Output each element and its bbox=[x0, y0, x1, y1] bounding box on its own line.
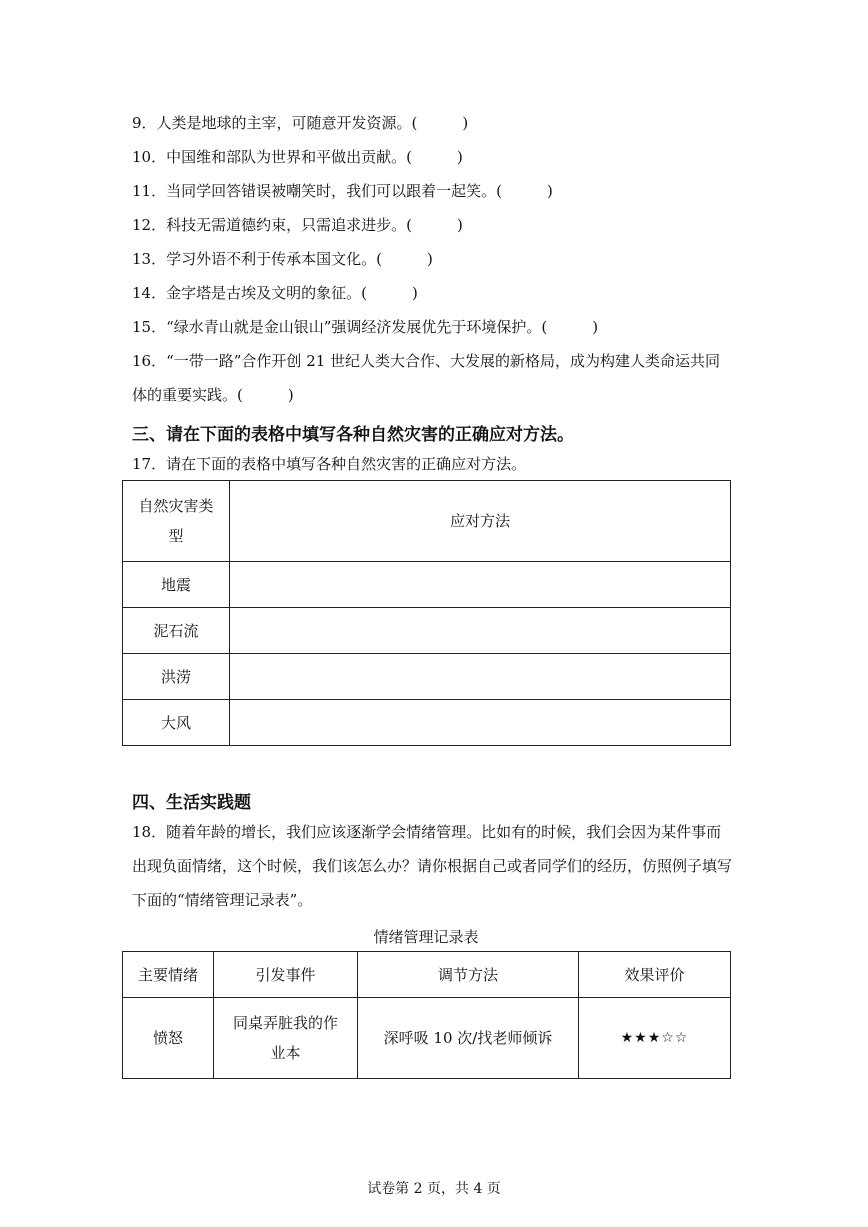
response-input-strong-wind[interactable] bbox=[230, 700, 731, 746]
example-effect-rating: ★★★☆☆ bbox=[579, 998, 731, 1079]
disaster-strong-wind: 大风 bbox=[123, 700, 230, 746]
emotion-table-caption: 情绪管理记录表 bbox=[373, 928, 479, 946]
emotion-record-table bbox=[122, 951, 731, 1079]
disaster-table-header-row bbox=[123, 481, 731, 562]
example-emotion: 愤怒 bbox=[123, 998, 214, 1079]
section-4-title: 四、生活实践题 bbox=[132, 793, 251, 813]
question-18: 18．随着年龄的增长，我们应该逐渐学会情绪管理。比如有的时候，我们会因为某件事而出现负面情绪，这个时候，我们该怎么办？请你根据自己或者同学们的经历，仿照例子填写下面的“情绪管理记录表”。 bbox=[132, 823, 733, 909]
page-footer: 试卷第 2 页，共 4 页 bbox=[367, 1181, 501, 1197]
question-9: 9．人类是地球的主宰，可随意开发资源。( ) bbox=[132, 114, 469, 132]
table-row bbox=[123, 700, 731, 746]
response-input-mudslide[interactable] bbox=[230, 608, 731, 654]
header-main-emotion: 主要情绪 bbox=[123, 952, 214, 998]
question-17: 17．请在下面的表格中填写各种自然灾害的正确应对方法。 bbox=[132, 455, 527, 473]
table-row bbox=[123, 562, 731, 608]
disaster-mudslide: 泥石流 bbox=[123, 608, 230, 654]
header-response-method: 应对方法 bbox=[230, 481, 731, 562]
header-trigger-event: 引发事件 bbox=[214, 952, 358, 998]
question-10: 10．中国维和部队为世界和平做出贡献。( ) bbox=[132, 148, 463, 166]
disaster-table bbox=[122, 480, 731, 746]
header-effect-rating: 效果评价 bbox=[579, 952, 731, 998]
response-input-earthquake[interactable] bbox=[230, 562, 731, 608]
question-13: 13．学习外语不利于传承本国文化。( ) bbox=[132, 250, 433, 268]
disaster-flood: 洪涝 bbox=[123, 654, 230, 700]
question-14: 14．金字塔是古埃及文明的象征。( ) bbox=[132, 284, 418, 302]
header-disaster-type: 自然灾害类型 bbox=[123, 481, 230, 562]
table-row bbox=[123, 608, 731, 654]
question-16: 16．“一带一路”合作开创 21 世纪人类大合作、大发展的新格局，成为构建人类命运共同体的重要实践。( ) bbox=[132, 352, 721, 404]
question-12: 12．科技无需道德约束，只需追求进步。( ) bbox=[132, 216, 463, 234]
example-adjust-method: 深呼吸 10 次/找老师倾诉 bbox=[358, 998, 579, 1079]
section-3-title: 三、请在下面的表格中填写各种自然灾害的正确应对方法。 bbox=[132, 425, 574, 445]
question-11: 11．当同学回答错误被嘲笑时，我们可以跟着一起笑。( ) bbox=[132, 182, 553, 200]
question-15: 15．“绿水青山就是金山银山”强调经济发展优先于环境保护。( ) bbox=[132, 318, 599, 336]
table-row bbox=[123, 998, 731, 1079]
table-row bbox=[123, 654, 731, 700]
header-adjust-method: 调节方法 bbox=[358, 952, 579, 998]
response-input-flood[interactable] bbox=[230, 654, 731, 700]
disaster-earthquake: 地震 bbox=[123, 562, 230, 608]
emotion-table-header-row bbox=[123, 952, 731, 998]
example-trigger-event: 同桌弄脏我的作业本 bbox=[214, 998, 358, 1079]
